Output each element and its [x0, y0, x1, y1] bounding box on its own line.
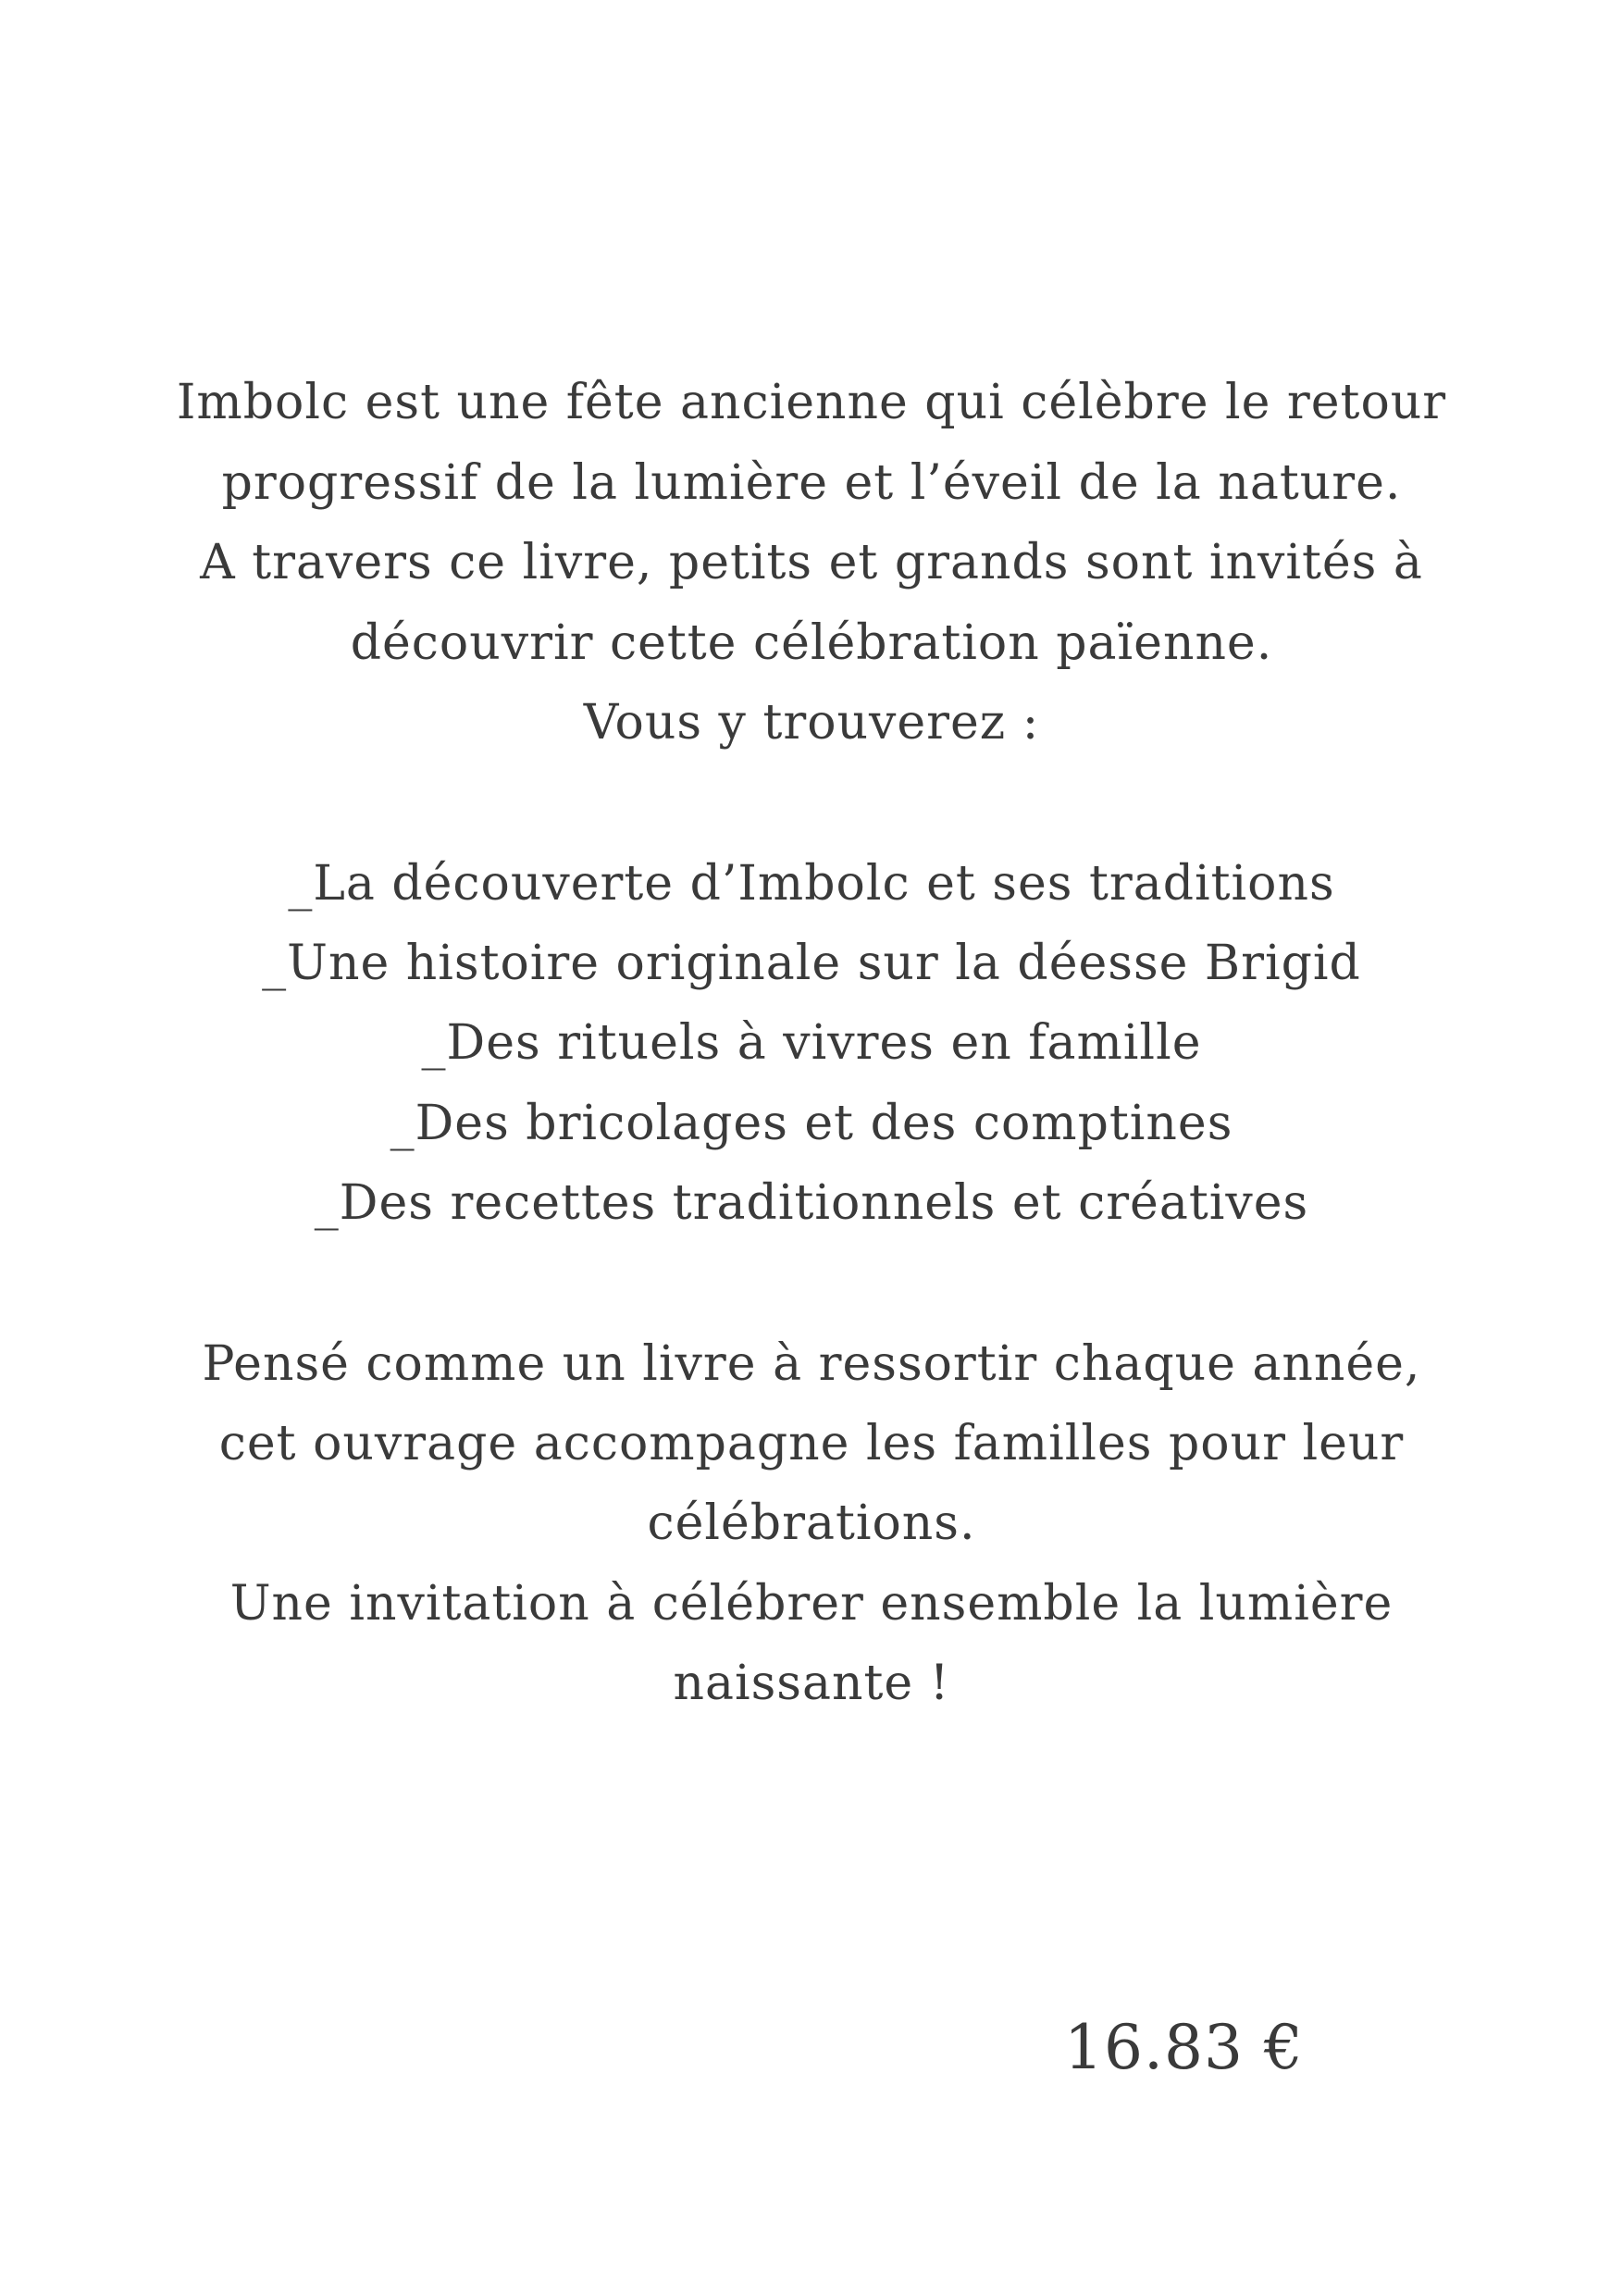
intro-line-2: progressif de la lumière et l’éveil de la nature. [221, 455, 1402, 511]
contents-item-4: _Des bricolages et des comptines [390, 1096, 1233, 1151]
closing-line-1: Pensé comme un livre à ressortir chaque année, [202, 1336, 1421, 1392]
contents-item-1: _La découverte d’Imbolc et ses traditions [288, 856, 1335, 912]
contents-item-5: _Des recettes traditionnels et créatives [314, 1175, 1309, 1231]
closing-line-4: Une invitation à célébrer ensemble la lumière [229, 1576, 1394, 1632]
intro-line-1: Imbolc est une fête ancienne qui célèbre le retour [176, 375, 1447, 430]
closing-line-2: cet ouvrage accompagne les familles pour leur [218, 1416, 1405, 1471]
contents-item-2: _Une histoire originale sur la déesse Brigid [262, 936, 1361, 991]
contents-item-3: _Des rituels à vivres en famille [421, 1015, 1202, 1071]
closing-line-5: naissante ! [673, 1656, 950, 1711]
price-label: 16.83 € [1064, 2012, 1304, 2083]
intro-line-4: découvrir cette célébration païenne. [350, 615, 1273, 671]
closing-line-3: célébrations. [647, 1496, 976, 1551]
intro-line-5: Vous y trouverez : [583, 695, 1040, 751]
intro-line-3: A travers ce livre, petits et grands sont invités à [200, 535, 1423, 590]
